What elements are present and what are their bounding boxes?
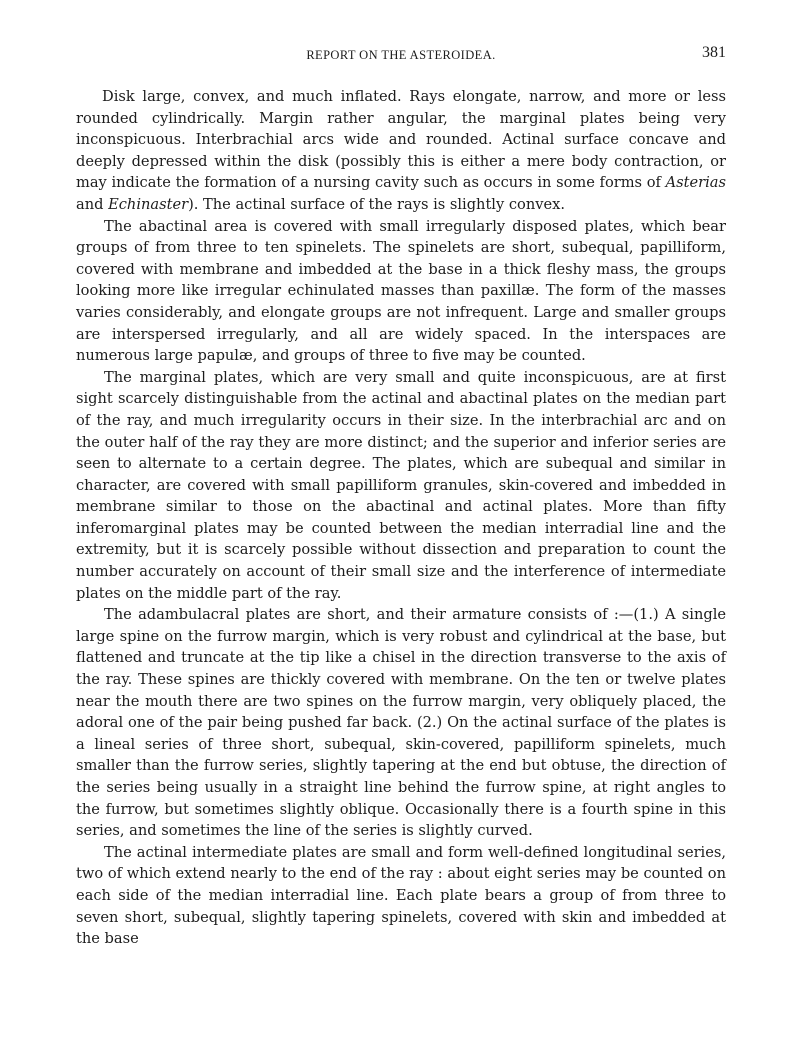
paragraph-adambulacral-plates: The adambulacral plates are short, and their armature consists of :—(1.) A single large spine on the furrow margin, which is very robust and cylindrical at the base, but flattened and truncate at the tip like a chisel in the direction transverse to the axis of the ray. These spines are thickly covered with membrane. On the ten or twelve plates near the mouth there are two spines on the furrow margin, very obliquely placed, the adoral one of the pair being pushed far back. (2.) On the actinal surface of the plates is a lineal series of three short, subequal, skin-covered, papilliform spinelets, much smaller than the furrow series, slightly tapering at the end but obtuse, the direction of the series being usually in a straight line behind the furrow spine, at right angles to the furrow, but sometimes slightly oblique. Occasionally there is a fourth spine in this series, and sometimes the line of the series is slightly curved.	[76, 606, 726, 840]
page-header	[76, 44, 726, 68]
paragraph-text: Disk large, convex, and much inflated. Rays elongate, narrow, and more or less rounded cylindrically. Margin rather angular, the marginal plates being very inconspicuous. Interbrachial arcs wide and rounded. Actinal surface concave and deeply depressed within the disk (possibly this is either a mere body contraction, or may indicate the formation of a nursing cavity such as occurs in some forms of	[76, 88, 726, 192]
paragraph-marginal-plates: The marginal plates, which are very small and quite inconspicuous, are at first sight scarcely distinguishable from the actinal and abactinal plates on the median part of the ray, and much irregularity occurs in their size. In the interbrachial arc and on the outer half of the ray they are more distinct; and the superior and inferior series are seen to alternate to a certain degree. The plates, which are subequal and similar in character, are covered with small papilliform granules, skin-covered and imbedded in membrane similar to those on the abactinal and actinal plates. More than fifty inferomarginal plates may be counted between the median interradial line and the extremity, but it is scarcely possible without dissection and preparation to count the number accurately on account of their small size and the interference of intermediate plates on the middle part of the ray.	[76, 368, 726, 602]
genus-name-echinaster: Echinaster	[108, 195, 189, 213]
paragraph-description	[76, 86, 726, 216]
paragraph-abactinal-area: The abactinal area is covered with small irregularly disposed plates, which bear groups of from three to ten spinelets. The spinelets are short, subequal, papilliform, covered with membrane and imbedded at the base in a thick fleshy mass, the groups looking more like irregular echinulated masses than paxillæ. The form of the masses varies considerably, and elongate groups are not infrequent. Large and smaller groups are interspersed irregularly, and all are widely spaced. In the interspaces are numerous large papulæ, and groups of three to five may be counted.	[76, 217, 726, 365]
paragraph-text: ). The actinal surface of the rays is slightly convex.	[188, 195, 565, 213]
running-title: REPORT ON THE ASTEROIDEA.	[306, 48, 496, 62]
paragraph-text: and	[76, 195, 109, 213]
body-text	[76, 86, 726, 950]
paragraph-actinal-intermediate-plates: The actinal intermediate plates are small and form well-defined longitudinal series, two of which extend nearly to the end of the ray : about eight series may be counted on each side of the median interradial line. Each plate bears a group of from three to seven short, subequal, slightly tapering spinelets, covered with skin and imbedded at the base	[76, 843, 726, 948]
page-number: 381	[702, 44, 726, 61]
genus-name-asterias: Asterias	[665, 174, 726, 192]
